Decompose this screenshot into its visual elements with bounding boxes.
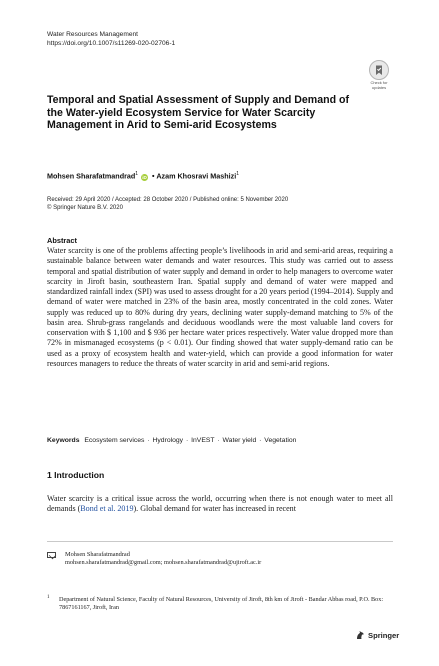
journal-header (47, 30, 175, 48)
keywords (47, 436, 393, 445)
corresponding-name: Mohsen Sharafatmandrad (65, 551, 130, 558)
author-separator: • (152, 171, 155, 181)
author-2-affil: 1 (236, 171, 239, 177)
publisher-logo (355, 630, 399, 640)
footnote-divider (47, 541, 393, 542)
check-line2: updates (371, 84, 387, 90)
article-title: Temporal and Spatial Assessment of Supply and Demand of the Water-yield Ecosystem Service for Water Scarcity Management in Arid to Semi-arid Ecosystems (47, 94, 349, 132)
keyword-item: InVEST (191, 437, 215, 444)
envelope-icon (47, 552, 56, 558)
keyword-item: Ecosystem services (84, 437, 145, 444)
received-accepted-published: Received: 29 April 2020 / Accepted: 28 October 2020 / Published online: 5 November 2020 (47, 197, 289, 203)
keyword-separator: · (259, 437, 262, 444)
abstract-text: Water scarcity is one of the problems affecting people’s livelihoods in arid and semi-arid areas, requiring a sustainable balance between water demands and water resources. This study was carried out to assess temporal and spatial distribution of water supply and demand in order to help managers to overcome water scarcity in Jiroft basin, southeastern Iran. Spatial supply and demand of water were mapped and standardized rainfall index (SPI) was used to assess drought for a 20 years period (1994–2014). Supply and demand of water were matched in 23% of the basin area, mostly concentrated in the cold zones. Water supply was reduced up to 80% during dry years, declining water supply-demand matching to 5% of the basin area. Shrub-grass rangelands and deciduous woodlands were the most valuable land covers for conservation with $ 1,100 and $ 936 per hectare water prices respectively. Water value dropped more than 72% in mismanaged ecosystems (p < 0.01). Our finding showed that water supply-demand ratio can be used as a proxy of ecosystem health and water-yield, which can provide a good information for water resources managers to reduce the threats of water scarcity in arid and semi-arid regions. (47, 246, 393, 368)
doi-link[interactable]: https://doi.org/10.1007/s11269-020-02706-1 (47, 40, 176, 47)
introduction-paragraph (47, 494, 393, 515)
abstract-heading: Abstract (47, 236, 77, 245)
section-heading-introduction: 1 Introduction (47, 470, 105, 480)
citation-link[interactable]: Bond et al. 2019 (80, 504, 134, 514)
keyword-item: Water yield (222, 437, 257, 444)
springer-horse-icon (355, 630, 365, 640)
affiliation-footnote (47, 596, 393, 612)
corresponding-author (47, 551, 393, 567)
keyword-separator: · (217, 437, 220, 444)
keyword-item: Hydrology (152, 437, 184, 444)
keywords-label: Keywords (47, 437, 80, 444)
publication-dates (47, 196, 288, 213)
check-for-updates-badge[interactable] (365, 60, 393, 94)
affiliation-number: 1 (47, 595, 50, 600)
affiliation-text: Department of Natural Science, Faculty of Natural Resources, University of Jiroft, 8th km of Jiroft - Bandar Abbas road, P.O. Box: 7867161167, Jiroft, Iran (59, 596, 384, 612)
intro-text-after: ). Global demand for water has increased in recent (133, 504, 296, 514)
check-for-updates-label (365, 81, 393, 90)
journal-name: Water Resources Management (47, 31, 139, 38)
intro-text-before: Water scarcity is a critical issue across the world, occurring when there is not enough water to meet all demands ( (47, 494, 393, 514)
author-1-name[interactable]: Mohsen Sharafatmandrad (47, 171, 136, 181)
author-2-name[interactable]: Azam Khosravi Mashizi (156, 171, 237, 181)
corresponding-emails[interactable]: mohsen.sharafatmandrad@gmail.com; mohsen.sharafatmandrad@ujiroft.ac.ir (65, 559, 262, 567)
keyword-item: Vegetation (264, 437, 297, 444)
keyword-separator: · (185, 437, 189, 444)
author-1-affil: 1 (135, 171, 139, 177)
check-line1: Check for (370, 80, 388, 85)
author-list (47, 170, 239, 181)
keyword-separator: · (147, 437, 150, 444)
orcid-icon[interactable]: iD (142, 175, 147, 181)
publisher-name: Springer (368, 630, 400, 640)
copyright-line: © Springer Nature B.V. 2020 (47, 205, 123, 212)
bookmark-icon (369, 60, 389, 80)
